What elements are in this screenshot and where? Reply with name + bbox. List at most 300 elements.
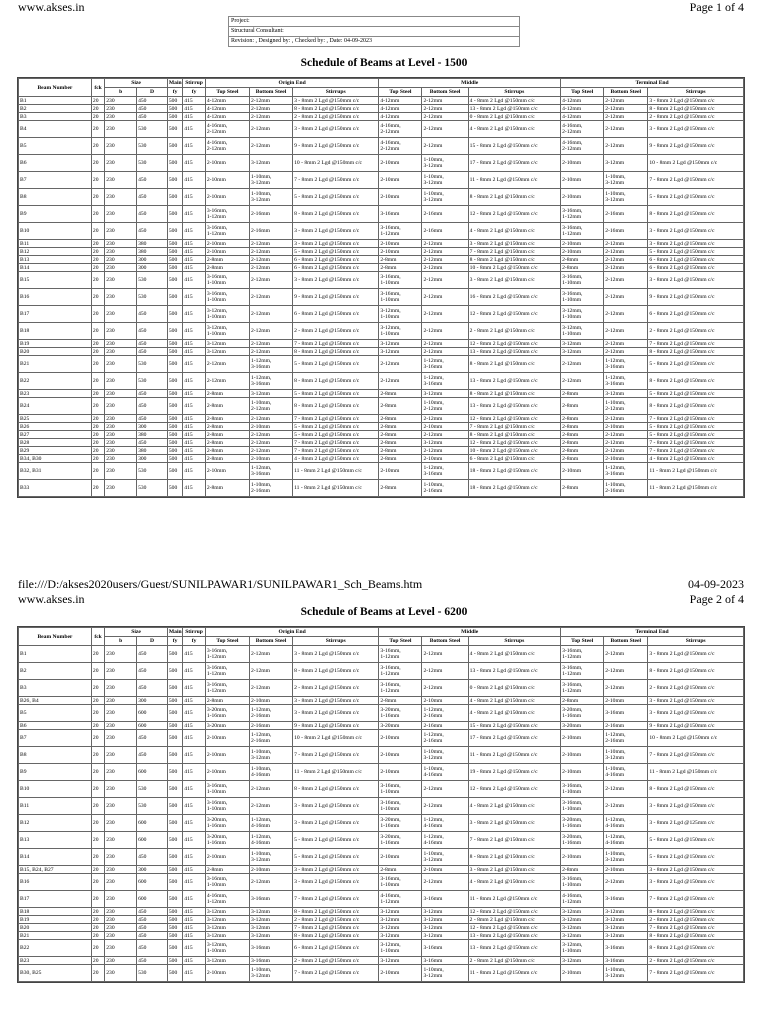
cell-origin-stirrups xyxy=(293,747,379,764)
cell-text: 2-12mm xyxy=(605,97,625,104)
cell-text: 3-20mm, xyxy=(206,834,228,840)
cell-text: 8 - 8mm 2 Lgd @150mm c/c xyxy=(649,348,715,355)
cell-origin-top-steel xyxy=(205,957,249,965)
cell-origin-stirrups xyxy=(293,849,379,866)
cell-text: 450 xyxy=(138,415,147,422)
cell-stirrup-fy xyxy=(183,891,206,908)
cell-text: 3-12mm, xyxy=(206,325,228,331)
cell-text: 450 xyxy=(138,932,147,939)
cell-origin-top-steel xyxy=(205,223,249,240)
cell-text: 2-12mm xyxy=(380,378,400,384)
cell-text: 530 xyxy=(138,786,147,792)
cell-text: B7 xyxy=(20,735,27,741)
cell-text: 450 xyxy=(138,211,147,217)
cell-text: 1-12mm, xyxy=(423,375,444,381)
cell-text: 2-12mm xyxy=(423,256,443,263)
cell-text: 20 xyxy=(92,685,99,691)
cell-text: 3-12mm, xyxy=(380,325,401,331)
cell-text: 3 - 8mm 2 Lgd @150mm c/c xyxy=(294,803,360,809)
cell-text: 500 xyxy=(168,916,178,923)
cell-beam-number xyxy=(19,908,92,916)
cell-origin-stirrups xyxy=(293,256,379,264)
cell-text: 1-12mm, xyxy=(250,358,272,364)
col-main-fy: fy xyxy=(167,88,182,97)
cell-terminal-top-steel xyxy=(561,138,604,155)
cell-middle-stirrups xyxy=(468,348,560,356)
cell-text: 8 - 8mm 2 Lgd @150mm c/c xyxy=(649,403,715,409)
cell-terminal-bottom-steel xyxy=(604,916,648,924)
cell-stirrup-fy xyxy=(183,874,206,891)
cell-text: 2-16mm xyxy=(250,722,270,729)
cell-text: 3-12mm xyxy=(605,390,625,397)
cell-middle-bottom-steel xyxy=(422,105,468,113)
cell-text: 230 xyxy=(106,820,115,826)
cell-width-b xyxy=(105,272,137,289)
cell-terminal-bottom-steel xyxy=(604,272,648,289)
cell-text: B20 xyxy=(20,924,30,931)
cell-beam-number xyxy=(19,348,92,356)
cell-origin-stirrups xyxy=(293,264,379,272)
cell-text: 415 xyxy=(184,916,193,923)
site-url[interactable]: www.akses.in xyxy=(18,592,85,606)
cell-text: 3 - 8mm 2 Lgd @150mm c/c xyxy=(649,97,715,104)
cell-text: 10 - 8mm 2 Lgd @150mm c/c xyxy=(294,160,363,166)
cell-text: 3-12mm xyxy=(206,348,226,355)
cell-terminal-stirrups xyxy=(648,447,744,455)
cell-width-b xyxy=(105,356,137,373)
cell-origin-stirrups xyxy=(293,431,379,439)
cell-text: 600 xyxy=(138,722,147,729)
cell-text: B18 xyxy=(20,328,30,334)
cell-text: 1-10mm, xyxy=(423,749,444,755)
cell-text: 230 xyxy=(106,970,115,976)
cell-text: 7 - 8mm 2 Lgd @150mm c/c xyxy=(294,447,360,454)
cell-text: 1-10mm xyxy=(380,806,400,812)
cell-text: 2-12mm xyxy=(206,378,226,384)
cell-depth-d xyxy=(137,423,168,431)
cell-text: 3-12mm xyxy=(562,348,582,355)
cell-depth-d xyxy=(137,390,168,398)
cell-main-fy xyxy=(167,663,182,680)
cell-text: B12 xyxy=(20,248,30,255)
col-top-steel: Top Steel xyxy=(561,88,604,97)
cell-text: 20 xyxy=(92,328,99,334)
cell-terminal-stirrups xyxy=(648,663,744,680)
cell-text: 415 xyxy=(184,105,193,112)
cell-origin-top-steel xyxy=(205,832,249,849)
cell-text: 450 xyxy=(138,311,147,317)
cell-depth-d xyxy=(137,957,168,965)
cell-beam-number xyxy=(19,965,92,982)
cell-terminal-bottom-steel xyxy=(604,206,648,223)
cell-text: 230 xyxy=(106,735,115,741)
cell-text: 2-8mm xyxy=(562,256,579,263)
cell-middle-stirrups xyxy=(468,264,560,272)
table-row xyxy=(19,965,744,982)
site-url[interactable]: www.akses.in xyxy=(18,0,85,14)
cell-text: 2-8mm xyxy=(380,390,397,397)
cell-text: 2-12mm xyxy=(605,439,625,446)
cell-origin-top-steel xyxy=(205,455,249,463)
cell-stirrup-fy xyxy=(183,663,206,680)
cell-text: 7 - 8mm 2 Lgd @150mm c/c xyxy=(649,896,715,902)
cell-terminal-stirrups xyxy=(648,423,744,431)
table-row xyxy=(19,680,744,697)
cell-text: 2-16mm xyxy=(605,488,625,494)
col-size: Size xyxy=(105,79,168,88)
table-row xyxy=(19,849,744,866)
cell-origin-top-steel xyxy=(205,289,249,306)
col-beam-number: Beam Number xyxy=(19,628,92,646)
cell-text: 12 - 8mm 2 Lgd @150mm c/c xyxy=(469,908,538,915)
cell-text: 415 xyxy=(184,651,193,657)
cell-origin-top-steel xyxy=(205,340,249,348)
cell-text: 3-16mm, xyxy=(562,682,583,688)
table-row xyxy=(19,240,744,248)
cell-text: 5 - 8mm 2 Lgd @150mm c/c xyxy=(294,837,360,843)
cell-text: 2-8mm xyxy=(206,455,224,462)
cell-terminal-top-steel xyxy=(561,431,604,439)
cell-origin-bottom-steel xyxy=(249,206,292,223)
cell-origin-bottom-steel xyxy=(249,764,292,781)
table-row xyxy=(19,866,744,874)
cell-middle-top-steel xyxy=(379,256,422,264)
cell-terminal-top-steel xyxy=(561,306,604,323)
cell-text: 20 xyxy=(92,177,99,183)
col-middle: Middle xyxy=(379,79,561,88)
cell-middle-top-steel xyxy=(379,447,422,455)
cell-text: 2-10mm xyxy=(423,697,443,704)
cell-text: B17 xyxy=(20,311,30,317)
cell-text: 230 xyxy=(106,311,115,317)
cell-origin-top-steel xyxy=(205,849,249,866)
cell-origin-top-steel xyxy=(205,815,249,832)
cell-text: 2-8mm xyxy=(380,423,397,430)
col-b: b xyxy=(105,88,137,97)
cell-text: 2-12mm xyxy=(605,685,625,691)
cell-stirrup-fy xyxy=(183,113,206,121)
table-row xyxy=(19,916,744,924)
cell-text: 4-16mm xyxy=(605,823,625,829)
cell-terminal-top-steel xyxy=(561,105,604,113)
cell-text: 2-10mm xyxy=(380,854,400,860)
cell-text: 230 xyxy=(106,854,115,860)
cell-beam-number xyxy=(19,113,92,121)
cell-terminal-top-steel xyxy=(561,439,604,447)
cell-text: 2-12mm xyxy=(380,361,400,367)
cell-text: 2-16mm xyxy=(423,722,443,729)
cell-text: 2-12mm xyxy=(250,143,270,149)
cell-text: 3-16mm xyxy=(605,710,625,716)
cell-beam-number xyxy=(19,431,92,439)
cell-main-fy xyxy=(167,340,182,348)
cell-origin-stirrups xyxy=(293,423,379,431)
cell-width-b xyxy=(105,348,137,356)
cell-middle-top-steel xyxy=(379,206,422,223)
cell-text: 500 xyxy=(168,105,178,112)
cell-text: 5 - 8mm 2 Lgd @150mm c/c xyxy=(649,390,715,397)
cell-text: 2-12mm xyxy=(605,406,625,412)
cell-main-fy xyxy=(167,415,182,423)
cell-text: 230 xyxy=(106,945,115,951)
cell-terminal-bottom-steel xyxy=(604,646,648,663)
cell-text: 2-12mm xyxy=(250,256,270,263)
cell-text: 2-10mm xyxy=(562,160,582,166)
cell-stirrup-fy xyxy=(183,189,206,206)
cell-beam-number xyxy=(19,289,92,306)
cell-text: 2-8mm xyxy=(562,697,579,704)
table-row xyxy=(19,113,744,121)
cell-text: 11 - 8mm 2 Lgd @150mm c/c xyxy=(649,769,718,775)
cell-fck xyxy=(91,390,104,398)
cell-origin-top-steel xyxy=(205,423,249,431)
cell-origin-top-steel xyxy=(205,916,249,924)
cell-text: 230 xyxy=(106,348,115,355)
cell-text: 20 xyxy=(92,970,99,976)
cell-text: 415 xyxy=(184,340,193,347)
cell-middle-stirrups xyxy=(468,932,560,940)
cell-text: 2-12mm xyxy=(423,294,443,300)
cell-width-b xyxy=(105,940,137,957)
cell-depth-d xyxy=(137,415,168,423)
cell-text: 415 xyxy=(184,328,193,334)
cell-terminal-stirrups xyxy=(648,932,744,940)
cell-main-fy xyxy=(167,832,182,849)
cell-main-fy xyxy=(167,390,182,398)
cell-text: 1-12mm xyxy=(562,899,582,905)
cell-origin-stirrups xyxy=(293,781,379,798)
table-row xyxy=(19,646,744,663)
cell-stirrup-fy xyxy=(183,480,206,497)
cell-text: 13 - 8mm 2 Lgd @150mm c/c xyxy=(469,668,538,674)
cell-origin-bottom-steel xyxy=(249,663,292,680)
cell-text: B2 xyxy=(20,668,27,674)
cell-terminal-bottom-steel xyxy=(604,348,648,356)
cell-middle-top-steel xyxy=(379,916,422,924)
cell-origin-bottom-steel xyxy=(249,891,292,908)
table-row xyxy=(19,832,744,849)
cell-text: 1-10mm, xyxy=(605,967,626,973)
cell-text: 3-16mm, xyxy=(380,291,401,297)
cell-text: 230 xyxy=(106,697,115,704)
cell-text: 500 xyxy=(168,468,178,474)
table-row xyxy=(19,348,744,356)
cell-middle-top-steel xyxy=(379,849,422,866)
cell-origin-bottom-steel xyxy=(249,97,292,105)
cell-main-fy xyxy=(167,155,182,172)
cell-terminal-bottom-steel xyxy=(604,289,648,306)
cell-text: 2-12mm xyxy=(605,431,625,438)
cell-main-fy xyxy=(167,172,182,189)
cell-origin-bottom-steel xyxy=(249,916,292,924)
cell-text: 20 xyxy=(92,348,99,355)
cell-text: 5 - 8mm 2 Lgd @150mm c/c xyxy=(294,248,360,255)
cell-middle-bottom-steel xyxy=(422,874,468,891)
cell-terminal-top-steel xyxy=(561,697,604,705)
cell-text: 530 xyxy=(138,143,147,149)
cell-text: 20 xyxy=(92,957,99,964)
cell-text: 2-8mm xyxy=(562,423,579,430)
cell-text: 4-16mm, xyxy=(380,123,401,129)
cell-text: 230 xyxy=(106,113,115,120)
cell-stirrup-fy xyxy=(183,206,206,223)
cell-text: B1 xyxy=(20,651,27,657)
cell-middle-top-steel xyxy=(379,722,422,730)
cell-origin-stirrups xyxy=(293,206,379,223)
cell-text: 2-10mm xyxy=(562,854,582,860)
cell-text: 3-12mm xyxy=(562,908,582,915)
cell-main-fy xyxy=(167,965,182,982)
cell-text: 2-12mm xyxy=(605,143,625,149)
cell-middle-bottom-steel xyxy=(422,891,468,908)
cell-text: 4-12mm xyxy=(562,97,582,104)
cell-text: 500 xyxy=(168,697,178,704)
cell-text: 450 xyxy=(138,924,147,931)
cell-text: B26, B4 xyxy=(20,697,39,704)
cell-terminal-bottom-steel xyxy=(604,138,648,155)
table-row xyxy=(19,415,744,423)
file-path[interactable]: file:///D:/akses2020users/Guest/SUNILPAWAR1/SUNILPAWAR1_Sch_Beams.htm xyxy=(18,577,423,591)
cell-text: 2-12mm xyxy=(423,143,443,149)
cell-text: 415 xyxy=(184,160,193,166)
cell-origin-bottom-steel xyxy=(249,924,292,932)
cell-middle-top-steel xyxy=(379,264,422,272)
cell-terminal-bottom-steel xyxy=(604,798,648,815)
cell-text: 415 xyxy=(184,455,193,462)
cell-text: 1-12mm, xyxy=(250,465,272,471)
cell-text: 3-16mm xyxy=(605,896,625,902)
cell-text: 2-12mm xyxy=(605,803,625,809)
cell-stirrup-fy xyxy=(183,908,206,916)
cell-text: 230 xyxy=(106,248,115,255)
cell-width-b xyxy=(105,415,137,423)
cell-text: 3-12mm xyxy=(380,932,400,939)
cell-text: 2-8mm xyxy=(562,447,579,454)
cell-text: 3-12mm xyxy=(423,197,443,203)
cell-text: 1-16mm xyxy=(206,840,226,846)
cell-text: 7 - 8mm 2 Lgd @150mm c/c xyxy=(294,970,360,976)
cell-text: 3-12mm xyxy=(206,932,226,939)
cell-text: 2-16mm xyxy=(250,228,270,234)
cell-text: 1-12mm xyxy=(380,654,400,660)
cell-text: 8 - 8mm 2 Lgd @150mm c/c xyxy=(469,854,535,860)
cell-terminal-stirrups xyxy=(648,398,744,415)
cell-text: 4-16mm, xyxy=(206,893,228,899)
cell-text: 230 xyxy=(106,97,115,104)
cell-main-fy xyxy=(167,306,182,323)
cell-beam-number xyxy=(19,815,92,832)
cell-text: 415 xyxy=(184,240,193,247)
cell-beam-number xyxy=(19,455,92,463)
cell-text: 3-12mm, xyxy=(380,942,401,948)
cell-text: 230 xyxy=(106,228,115,234)
cell-text: 3-16mm, xyxy=(380,800,401,806)
cell-text: 11 - 8mm 2 Lgd @150mm c/c xyxy=(469,896,538,902)
cell-middle-stirrups xyxy=(468,747,560,764)
cell-width-b xyxy=(105,932,137,940)
cell-text: 380 xyxy=(138,248,147,255)
cell-middle-top-steel xyxy=(379,348,422,356)
cell-text: 2-10mm xyxy=(605,697,625,704)
cell-origin-stirrups xyxy=(293,113,379,121)
cell-text: 8 - 8mm 2 Lgd @150mm c/c xyxy=(649,211,715,217)
cell-text: 300 xyxy=(138,423,147,430)
cell-middle-bottom-steel xyxy=(422,680,468,697)
cell-main-fy xyxy=(167,646,182,663)
cell-text: 2-12mm xyxy=(250,97,270,104)
cell-text: 3 - 8mm 2 Lgd @150mm c/c xyxy=(649,126,715,132)
cell-text: 4 - 8mm 2 Lgd @150mm c/c xyxy=(469,228,535,234)
cell-middle-bottom-steel xyxy=(422,415,468,423)
cell-text: 2-16mm xyxy=(423,211,443,217)
cell-terminal-top-steel xyxy=(561,373,604,390)
cell-origin-top-steel xyxy=(205,105,249,113)
cell-text: 3-12mm xyxy=(380,348,400,355)
cell-origin-stirrups xyxy=(293,646,379,663)
cell-text: 3-12mm xyxy=(380,924,400,931)
cell-text: 230 xyxy=(106,177,115,183)
cell-beam-number xyxy=(19,730,92,747)
cell-text: 450 xyxy=(138,403,147,409)
cell-depth-d xyxy=(137,916,168,924)
cell-terminal-stirrups xyxy=(648,705,744,722)
cell-terminal-top-steel xyxy=(561,323,604,340)
cell-origin-top-steel xyxy=(205,463,249,480)
table-row xyxy=(19,940,744,957)
col-stirrups: Stirrups xyxy=(648,88,744,97)
cell-terminal-top-steel xyxy=(561,924,604,932)
cell-text: 3-12mm xyxy=(423,924,443,931)
col-beam-number: Beam Number xyxy=(19,79,92,97)
cell-terminal-top-steel xyxy=(561,908,604,916)
table-row xyxy=(19,306,744,323)
cell-text: 3 - 8mm 2 Lgd @150mm c/c xyxy=(649,866,715,873)
cell-terminal-top-steel xyxy=(561,264,604,272)
cell-text: 415 xyxy=(184,854,193,860)
cell-text: 2-12mm xyxy=(250,126,270,132)
cell-text: 3-12mm xyxy=(605,197,625,203)
cell-depth-d xyxy=(137,866,168,874)
cell-width-b xyxy=(105,874,137,891)
cell-text: 4-16mm xyxy=(605,772,625,778)
cell-middle-stirrups xyxy=(468,916,560,924)
cell-text: 7 - 8mm 2 Lgd @150mm c/c xyxy=(649,439,715,446)
cell-depth-d xyxy=(137,189,168,206)
cell-text: 3-12mm, xyxy=(562,942,583,948)
cell-terminal-stirrups xyxy=(648,390,744,398)
cell-text: 12 - 8mm 2 Lgd @150mm c/c xyxy=(469,211,538,217)
cell-terminal-bottom-steel xyxy=(604,323,648,340)
cell-text: 230 xyxy=(106,277,115,283)
cell-beam-number xyxy=(19,705,92,722)
cell-text: 2-8mm xyxy=(206,866,224,873)
cell-text: 3-16mm xyxy=(605,957,625,964)
cell-text: 2-12mm xyxy=(250,113,270,120)
cell-terminal-top-steel xyxy=(561,815,604,832)
cell-origin-bottom-steel xyxy=(249,705,292,722)
cell-text: 3 - 8mm 2 Lgd @150mm c/c xyxy=(294,879,360,885)
cell-origin-stirrups xyxy=(293,155,379,172)
col-main: Main xyxy=(168,629,182,635)
cell-origin-stirrups xyxy=(293,447,379,455)
cell-beam-number xyxy=(19,924,92,932)
cell-terminal-stirrups xyxy=(648,874,744,891)
cell-text: 3-16mm, xyxy=(206,291,228,297)
cell-origin-top-steel xyxy=(205,373,249,390)
cell-beam-number xyxy=(19,663,92,680)
cell-fck xyxy=(91,256,104,264)
cell-text: 20 xyxy=(92,769,99,775)
